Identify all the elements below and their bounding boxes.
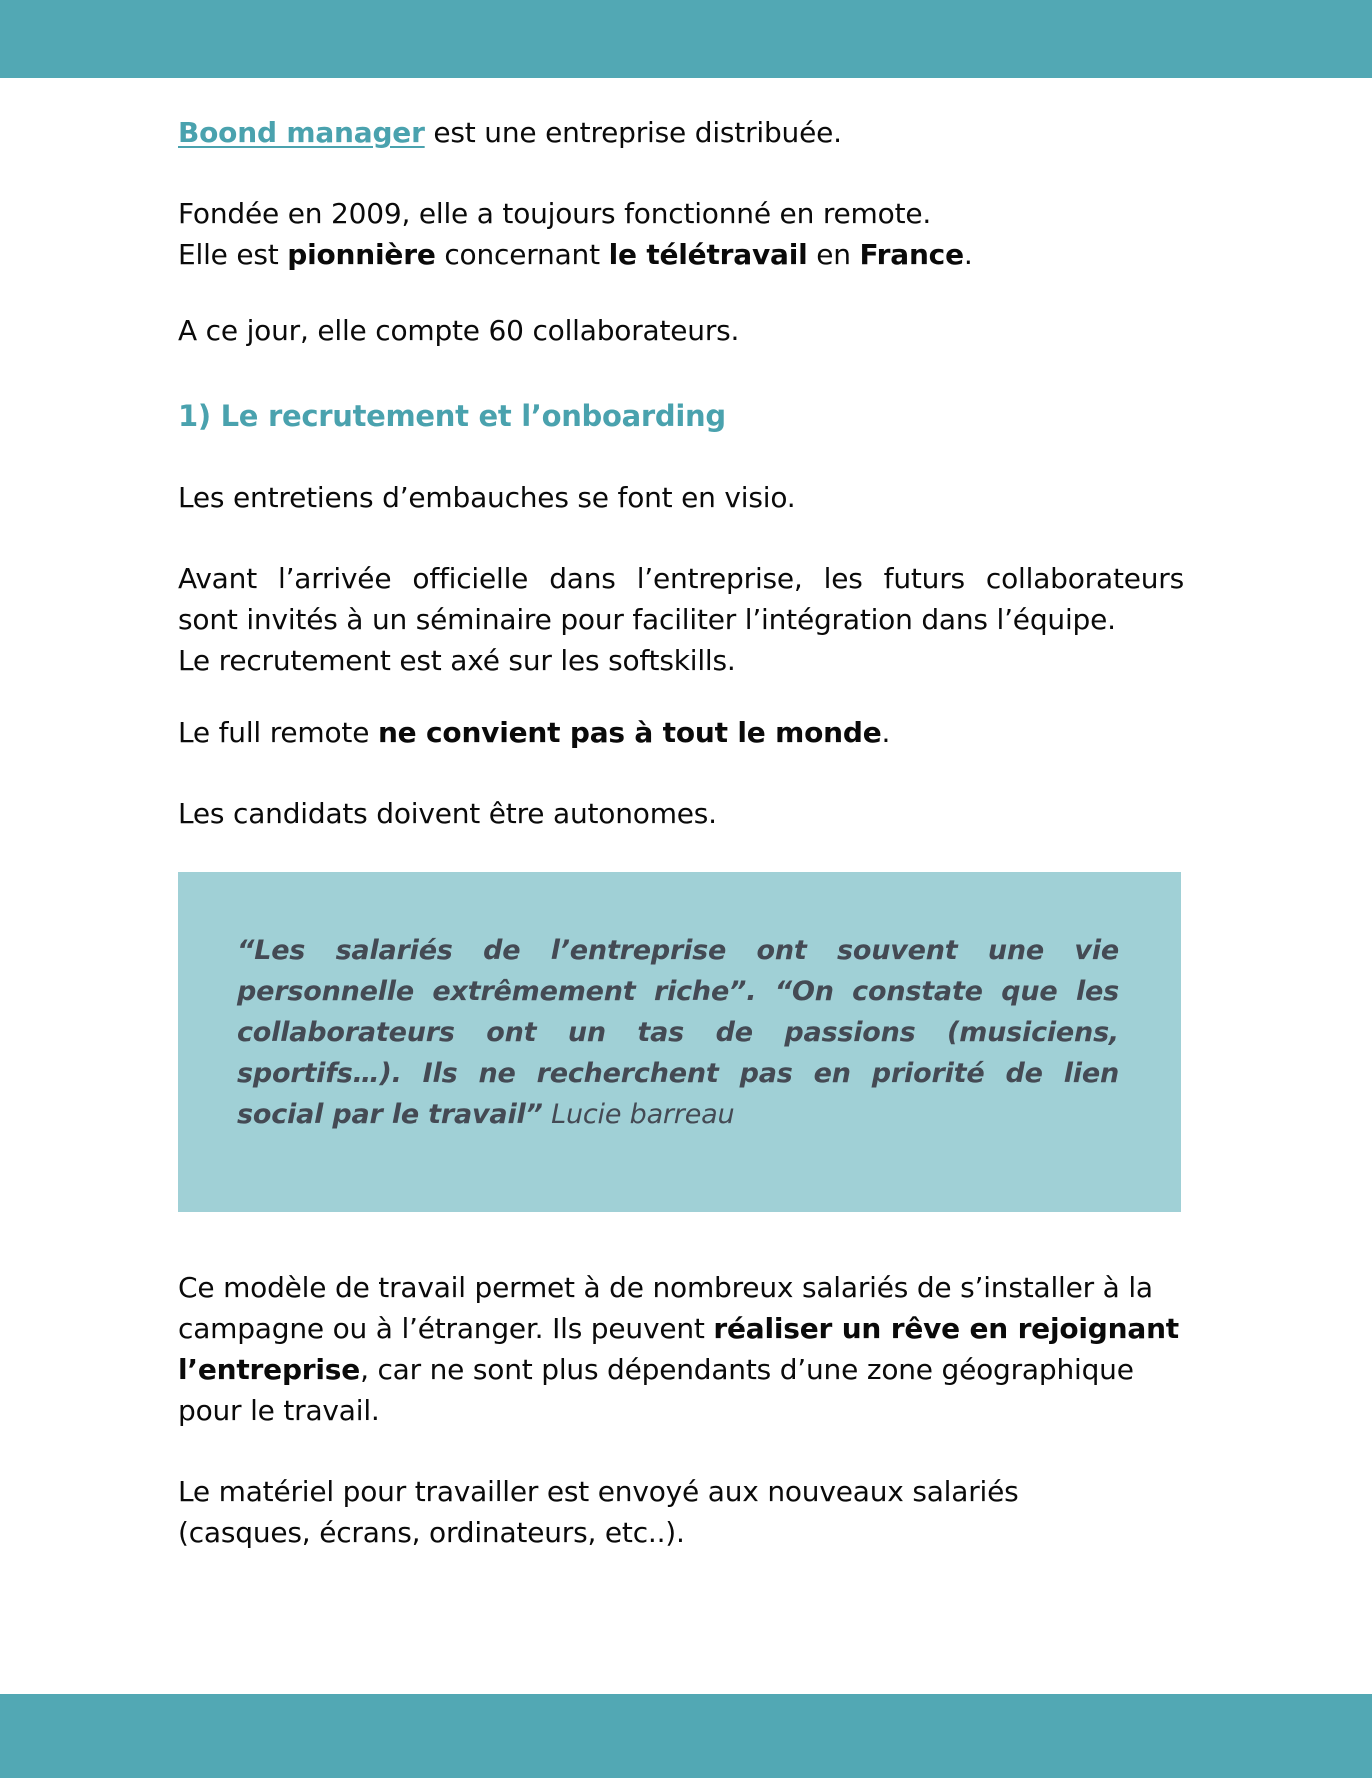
founded-text-g: .: [963, 238, 973, 271]
headcount-paragraph: A ce jour, elle compte 60 collaborateurs.: [178, 314, 740, 347]
pioneer-bold: pionnière: [287, 238, 436, 271]
remote-bold: ne convient pas à tout le monde: [377, 716, 882, 749]
equipment-paragraph: [178, 1471, 1184, 1553]
intro-text: est une entreprise distribuée.: [424, 116, 842, 149]
section-heading: 1) Le recrutement et l’onboarding: [178, 399, 726, 433]
seminar-line2: sont invités à un séminaire pour faciliter l’intégration dans l’équipe.: [178, 603, 1116, 636]
quote-author: Lucie barreau: [542, 1099, 735, 1130]
boond-manager-link[interactable]: Boond manager: [178, 116, 425, 149]
quote-body: “Les salariés de l’entreprise ont souvent une vie personnelle extrêmement riche”. “On constate que les collaborateurs ont un tas de passions (musiciens, sportifs…). Ils ne recherchent pas en priorité de lien social par le travail”: [237, 935, 1119, 1130]
model-text-a: Ce modèle de travail permet à de nombreux salariés de s’installer à la campagne ou à l’étranger. Ils peuvent: [178, 1271, 1153, 1345]
seminar-line1: Avant l’arrivée officielle dans l’entreprise, les futurs collaborateurs: [178, 562, 1184, 595]
quote-box: [178, 872, 1181, 1212]
seminar-paragraph: [178, 558, 1184, 681]
header-band: [0, 0, 1372, 78]
remote-text-c: .: [881, 716, 891, 749]
founded-text-c: concernant: [435, 238, 609, 271]
founded-text-a: Elle est: [178, 238, 288, 271]
equipment-line2: (casques, écrans, ordinateurs, etc..).: [178, 1516, 685, 1549]
founded-text-e: en: [807, 238, 860, 271]
remote-text-a: Le full remote: [178, 716, 378, 749]
intro-paragraph: [178, 112, 1184, 153]
france-bold: France: [859, 238, 964, 271]
equipment-line1: Le matériel pour travailler est envoyé aux nouveaux salariés: [178, 1475, 1019, 1508]
model-text-c: , car ne sont plus dépendants d’une zone géographique pour le travail.: [178, 1353, 1134, 1427]
founded-paragraph: [178, 193, 1184, 275]
founded-line1: Fondée en 2009, elle a toujours fonctionné en remote.: [178, 197, 932, 230]
softskills-line: Le recrutement est axé sur les softskills.: [178, 644, 736, 677]
remote-paragraph: [178, 712, 1184, 753]
quote-text: [237, 930, 1119, 1135]
interviews-paragraph: Les entretiens d’embauches se font en visio.: [178, 481, 796, 514]
document-body: [178, 112, 1184, 1553]
model-bold: réaliser un rêve en rejoignant l’entreprise: [178, 1312, 1179, 1386]
telework-bold: le télétravail: [608, 238, 808, 271]
autonomy-paragraph: Les candidats doivent être autonomes.: [178, 797, 717, 830]
model-paragraph: [178, 1267, 1184, 1431]
footer-band: [0, 1694, 1372, 1778]
